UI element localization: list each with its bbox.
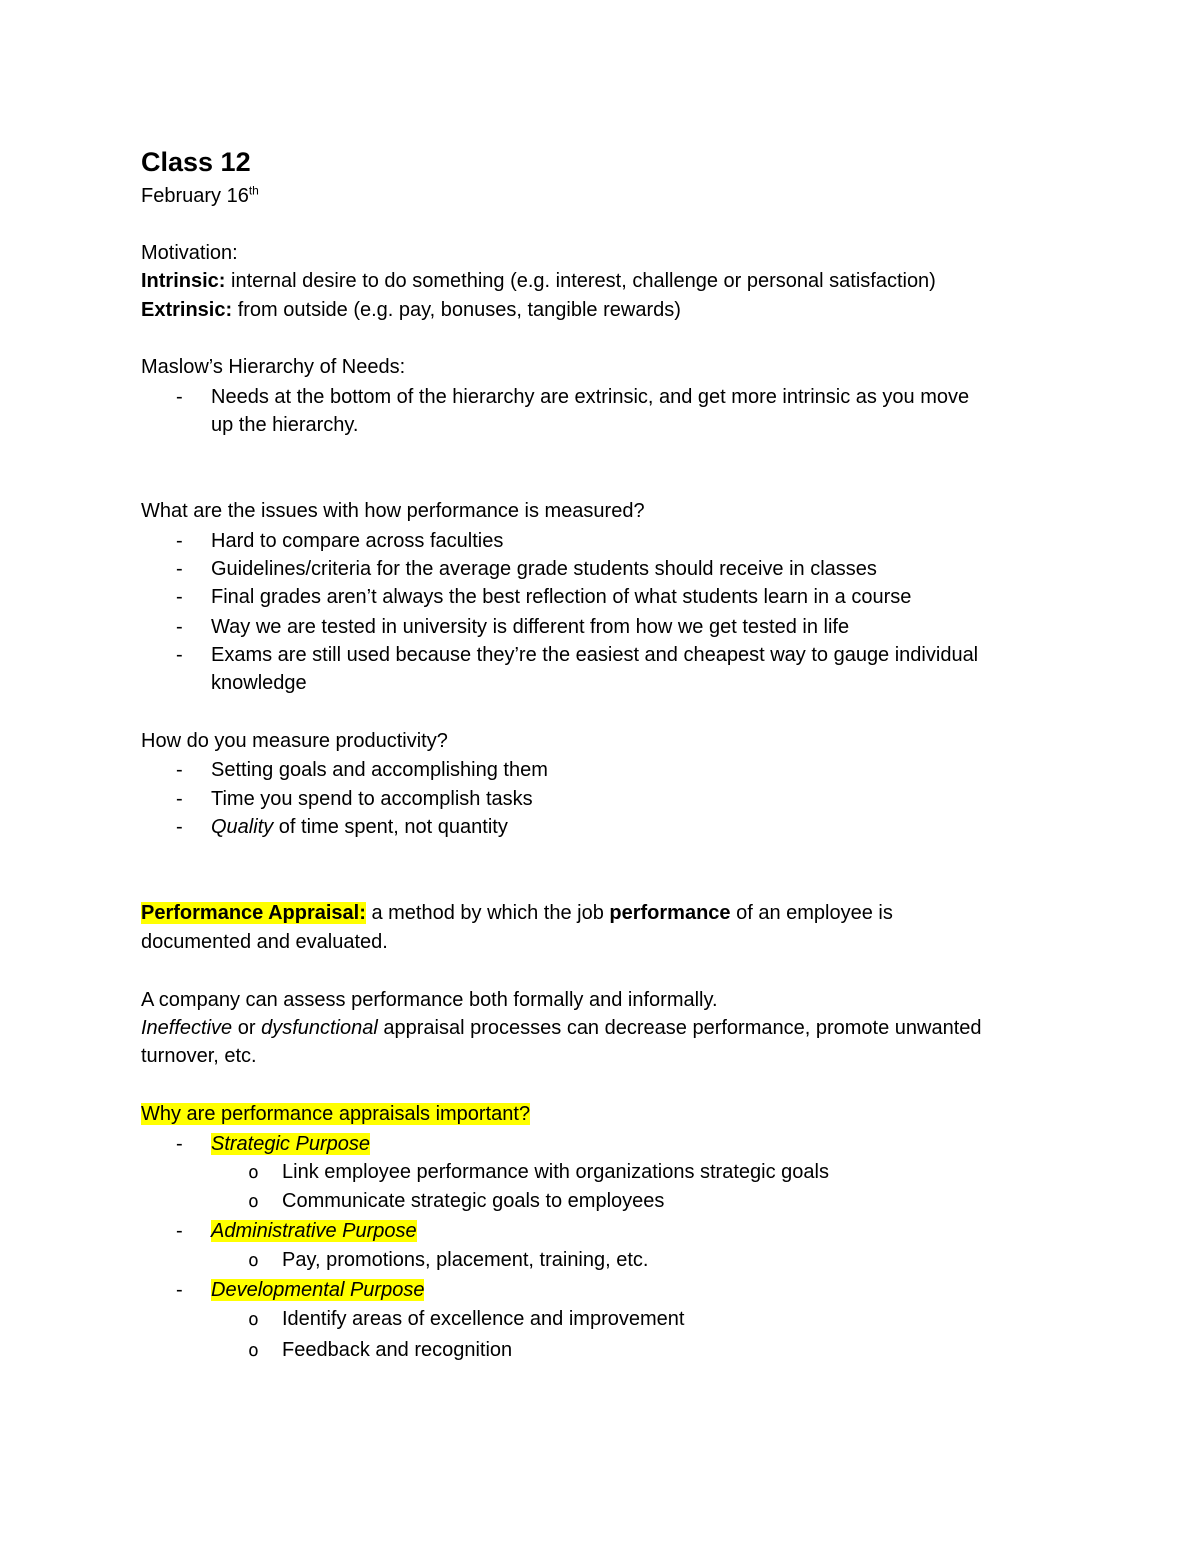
- list-item: Way we are tested in university is different from how we get tested in life: [211, 616, 850, 638]
- purpose-label: Strategic Purpose: [211, 1133, 370, 1155]
- circle-bullet: o: [248, 1340, 259, 1361]
- list-item: Setting goals and accomplishing them: [211, 759, 548, 781]
- sub-list-item: Pay, promotions, placement, training, etc.: [282, 1249, 649, 1271]
- circle-bullet: o: [248, 1250, 259, 1271]
- sub-list-item: Feedback and recognition: [282, 1339, 513, 1361]
- dash-marker: -: [176, 788, 183, 810]
- motivation-heading: Motivation:: [141, 242, 238, 264]
- assess-line3: turnover, etc.: [141, 1045, 257, 1067]
- extrinsic-label: Extrinsic:: [141, 299, 233, 321]
- intrinsic-label: Intrinsic:: [141, 270, 226, 292]
- purpose-item: [211, 1218, 417, 1244]
- maslow-heading: Maslow’s Hierarchy of Needs:: [141, 356, 406, 378]
- appraisal-text-a: a method by which the job: [365, 902, 610, 924]
- purpose-item: [211, 1131, 370, 1157]
- dash-marker: -: [176, 386, 183, 408]
- circle-bullet: o: [248, 1191, 259, 1212]
- extrinsic-line: [141, 297, 681, 323]
- productivity-heading: How do you measure productivity?: [141, 730, 448, 752]
- assess-line2: [141, 1015, 982, 1041]
- date-text: February 16: [141, 185, 249, 207]
- quality-emphasis: Quality: [211, 816, 274, 838]
- sub-list-item: Identify areas of excellence and improvement: [282, 1308, 685, 1330]
- list-item: Final grades aren’t always the best reflection of what students learn in a course: [211, 586, 912, 608]
- dash-marker: -: [176, 816, 183, 838]
- dash-marker: -: [176, 759, 183, 781]
- dash-marker: -: [176, 616, 183, 638]
- list-item: [211, 814, 508, 840]
- dash-marker: -: [176, 530, 183, 552]
- issues-heading: What are the issues with how performance is measured?: [141, 500, 645, 522]
- list-item: Guidelines/criteria for the average grade students should receive in classes: [211, 558, 877, 580]
- intrinsic-text: internal desire to do something (e.g. interest, challenge or personal satisfaction): [225, 270, 936, 292]
- appraisal-text-b: of an employee is: [730, 902, 893, 924]
- date-suffix: th: [248, 183, 259, 198]
- importance-heading: [141, 1101, 530, 1127]
- extrinsic-text: from outside (e.g. pay, bonuses, tangible rewards): [232, 299, 681, 321]
- appraisal-term: Performance Appraisal:: [141, 902, 366, 924]
- dash-marker: -: [176, 586, 183, 608]
- list-item-continuation: knowledge: [211, 672, 307, 694]
- assess-line1: A company can assess performance both formally and informally.: [141, 989, 718, 1011]
- list-item: Time you spend to accomplish tasks: [211, 788, 533, 810]
- intrinsic-line: [141, 268, 936, 294]
- purpose-label: Developmental Purpose: [211, 1279, 425, 1301]
- ineffective-emphasis: Ineffective: [141, 1017, 233, 1039]
- purpose-label: Administrative Purpose: [211, 1220, 417, 1242]
- appraisal-bold-word: performance: [609, 902, 731, 924]
- assess-line2-rest: appraisal processes can decrease performance, promote unwanted: [377, 1017, 982, 1039]
- dash-marker: -: [176, 1220, 183, 1242]
- sub-list-item: Link employee performance with organizations strategic goals: [282, 1161, 829, 1183]
- maslow-bullet-line2: up the hierarchy.: [211, 414, 359, 436]
- dash-marker: -: [176, 558, 183, 580]
- circle-bullet: o: [248, 1309, 259, 1330]
- list-item: Hard to compare across faculties: [211, 530, 504, 552]
- dysfunctional-emphasis: dysfunctional: [261, 1017, 378, 1039]
- dash-marker: -: [176, 644, 183, 666]
- dash-marker: -: [176, 1279, 183, 1301]
- importance-heading-text: Why are performance appraisals important?: [141, 1103, 531, 1125]
- appraisal-definition-line1: [141, 900, 893, 926]
- page-title: Class 12: [141, 147, 251, 177]
- assess-or: or: [232, 1017, 262, 1039]
- quality-rest: of time spent, not quantity: [273, 816, 508, 838]
- circle-bullet: o: [248, 1162, 259, 1183]
- appraisal-definition-line2: documented and evaluated.: [141, 931, 388, 953]
- list-item: Exams are still used because they’re the easiest and cheapest way to gauge individual: [211, 644, 979, 666]
- maslow-bullet-line1: Needs at the bottom of the hierarchy are extrinsic, and get more intrinsic as you move: [211, 386, 970, 408]
- sub-list-item: Communicate strategic goals to employees: [282, 1190, 665, 1212]
- dash-marker: -: [176, 1133, 183, 1155]
- date-line: [141, 183, 259, 209]
- purpose-item: [211, 1277, 424, 1303]
